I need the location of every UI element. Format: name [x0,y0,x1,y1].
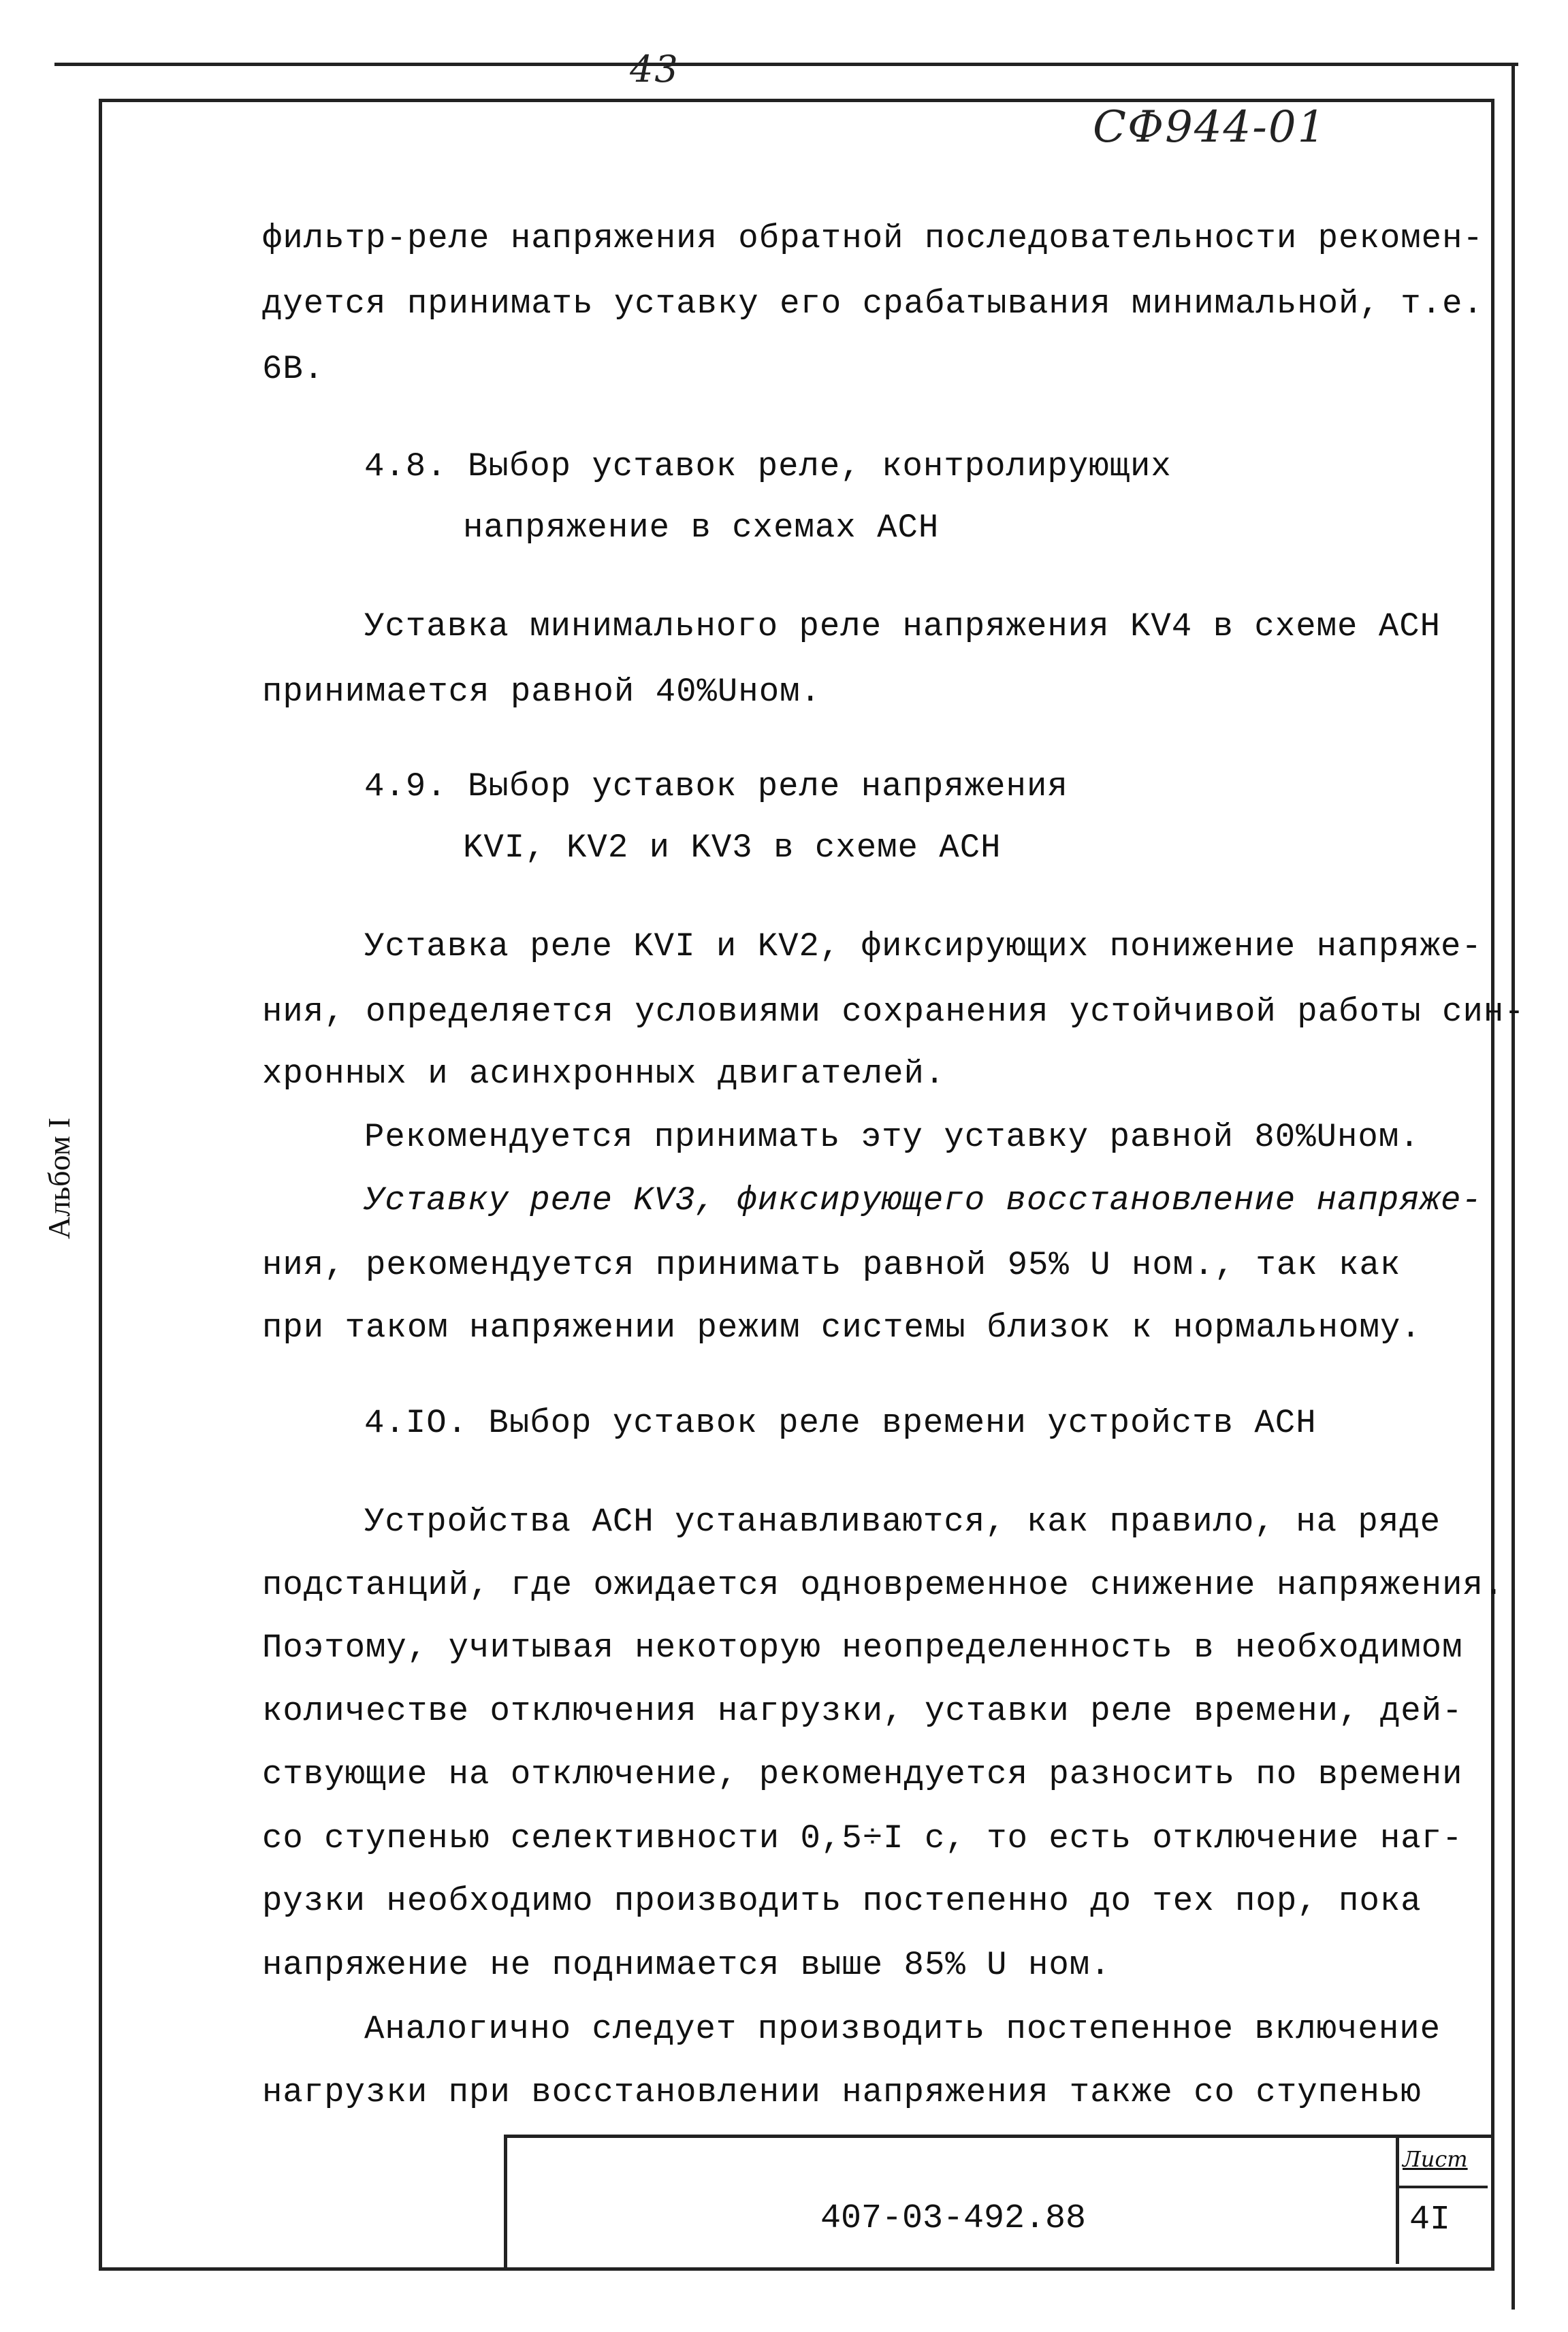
section-heading: 4.9. Выбор уставок реле напряжения [364,767,1068,805]
text-line: Уставка минимального реле напряжения KV4 в схеме АСН [364,607,1441,645]
text-line: нагрузки при восстановлении напряжения также со ступенью [262,2073,1422,2111]
text-line: принимается равной 40%Uном. [262,673,821,711]
text-line: подстанций, где ожидается одновременное снижение напряжения. [262,1566,1505,1604]
text-line: Устройства АСН устанавливаются, как правило, на ряде [364,1503,1441,1541]
doc-code: СФ944-01 [1093,102,1327,153]
section-heading: 4.8. Выбор уставок реле, контролирующих [364,447,1172,485]
text-line: 6В. [262,350,325,388]
top-rule [54,63,1518,66]
sheet-label: Лист [1403,2146,1468,2172]
section-heading: 4.IO. Выбор уставок реле времени устройств АСН [364,1404,1317,1442]
text-line: Уставка реле KVI и KV2, фиксирующих понижение напряже- [364,927,1482,965]
text-line: рузки необходимо производить постепенно до тех пор, пока [262,1882,1422,1920]
frame-right-line [1511,63,1515,2310]
section-heading: KVI, KV2 и KV3 в схеме АСН [463,829,1002,867]
section-heading: напряжение в схемах АСН [463,509,940,547]
title-block-sheet-separator [1396,2186,1488,2188]
document-number: 407-03-492.88 [820,2199,1087,2238]
text-line: фильтр-реле напряжения обратной последовательности рекомен- [262,219,1484,257]
text-line: дуется принимать уставку его срабатывания минимальной, т.е. [262,285,1484,323]
title-block-divider [1396,2135,1399,2264]
album-label: Альбом I [42,1117,76,1239]
text-line: Уставку реле KV3, фиксирующего восстановление напряже- [364,1181,1482,1219]
text-line: при таком напряжении режим системы близок к нормальному. [262,1309,1422,1347]
text-line: со ступенью селективности 0,5÷I с, то есть отключение наг- [262,1819,1463,1857]
text-line: Аналогично следует производить постепенное включение [364,2010,1441,2048]
text-line: хронных и асинхронных двигателей. [262,1055,946,1093]
text-line: ния, определяется условиями сохранения устойчивой работы син- [262,993,1525,1031]
text-line: Рекомендуется принимать эту уставку равной 80%Uном. [364,1118,1420,1156]
text-line: напряжение не поднимается выше 85% U ном. [262,1946,1111,1984]
text-line: Поэтому, учитывая некоторую неопределенность в необходимом [262,1629,1463,1667]
page-mark: 43 [630,48,679,91]
text-line: ния, рекомендуется принимать равной 95% U ном., так как [262,1246,1401,1284]
text-line: ствующие на отключение, рекомендуется разносить по времени [262,1755,1463,1793]
sheet-number: 4I [1409,2201,1451,2239]
text-line: количестве отключения нагрузки, уставки реле времени, дей- [262,1692,1463,1730]
